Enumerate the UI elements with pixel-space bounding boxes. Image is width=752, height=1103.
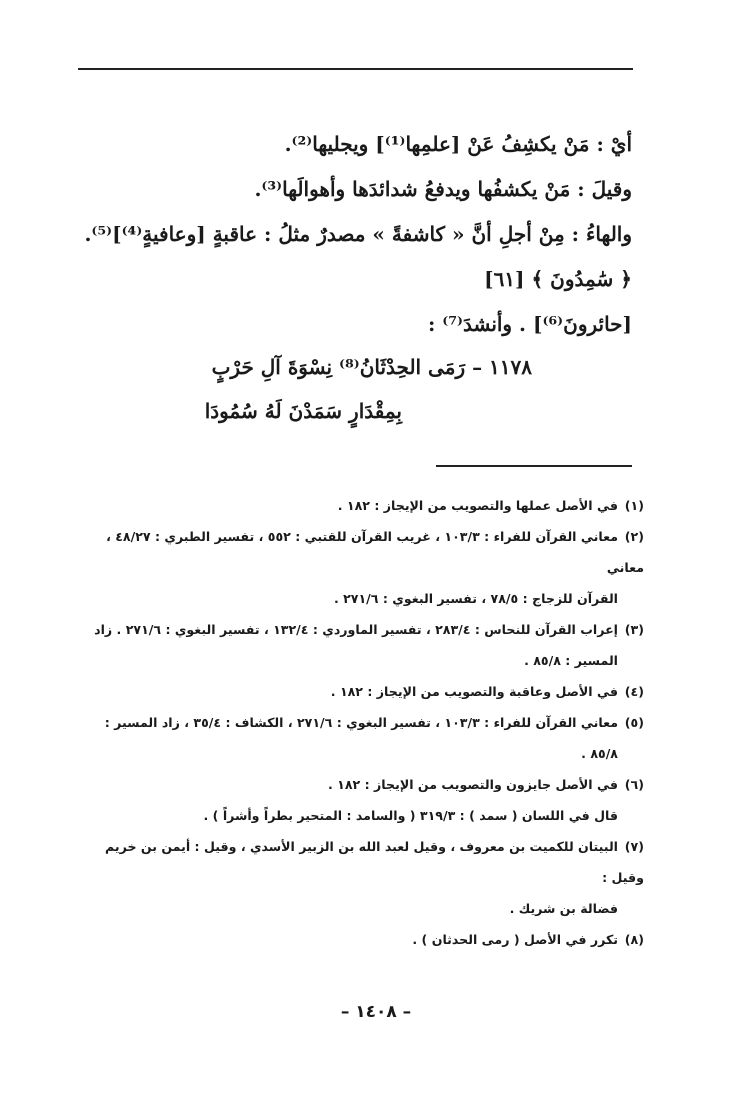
footnote-text: في الأصل عملها والتصويب من الإيجاز : ١٨٢ . — [337, 498, 618, 513]
footnote-text: تكرر في الأصل ( رمى الحدثان ) . — [412, 932, 618, 947]
poem-hemistich-2: بِمِقْدَارٍ سَمَدْنَ لَهُ سُمُودَا — [204, 399, 402, 423]
footnote-continuation: قال في اللسان ( سمد ) : ٣١٩/٣ ( والسامد : المتحير بطراً وأشراً ) . — [203, 808, 618, 823]
footnote-separator — [436, 465, 632, 467]
main-line: أيْ : مَنْ يكشِفُ عَنْ [علمِها⁽¹⁾] ويجليها⁽²⁾. — [284, 132, 632, 156]
footnote-number: (٧) — [624, 839, 644, 854]
footnote-continuation: ٨٥/٨ . — [581, 746, 618, 761]
footnote-text: في الأصل جايزون والتصويب من الإيجاز : ١٨٢ . — [328, 777, 618, 792]
footnote-number: (٤) — [624, 684, 644, 699]
main-line: والهاءُ : مِنْ أجلِ أنَّ « كاشفةً » مصدرٌ مثلُ : عاقبةٍ [وعافيةٍ⁽⁴⁾]⁽⁵⁾. — [84, 222, 632, 246]
main-line: [حائرونَ⁽⁶⁾] . وأنشدَ⁽⁷⁾ : — [427, 312, 632, 336]
footnote — [74, 924, 644, 955]
footnote — [74, 831, 644, 924]
footnote-number: (٨) — [624, 932, 644, 947]
quran-word-line: ﴿ سَٰمِدُونَ ﴾ [٦١] — [484, 267, 632, 291]
footnote-text: في الأصل وعاقبة والتصويب من الإيجاز : ١٨٢ . — [330, 684, 618, 699]
footnote-number: (٣) — [624, 622, 644, 637]
footnote-number: (٦) — [624, 777, 644, 792]
footnote-text: البيتان للكميت بن معروف ، وقيل لعبد الله بن الزبير الأسدي ، وقيل : أيمن بن خريم وقيل : — [105, 839, 644, 885]
footnote-text: معاني القرآن للفراء : ١٠٣/٣ ، تفسير البغوي : ٢٧١/٦ ، الكشاف : ٣٥/٤ ، زاد المسير : — [104, 715, 618, 730]
footnote-continuation: المسير : ٨٥/٨ . — [524, 653, 618, 668]
footnote — [74, 769, 644, 831]
footnote-number: (٥) — [624, 715, 644, 730]
footnote — [74, 614, 644, 676]
poem-hemistich-1: ١١٧٨ – رَمَى الحِدْثَانُ⁽⁸⁾ نِسْوَةَ آلِ حَرْبٍ — [211, 355, 532, 379]
footnote-text: معاني القرآن للفراء : ١٠٣/٣ ، غريب القرآن للقتبي : ٥٥٢ ، تفسير الطبري : ٤٨/٢٧ ، معاني — [106, 529, 644, 575]
footnote-number: (١) — [624, 498, 644, 513]
footnote — [74, 521, 644, 614]
header-rule — [78, 68, 633, 70]
main-line: وقيلَ : مَنْ يكشفُها ويدفعُ شدائدَها وأهوالَها⁽³⁾. — [254, 177, 632, 201]
page-number: – ١٤٠٨ – — [340, 1002, 412, 1022]
footnote-text: إعراب القرآن للنحاس : ٢٨٣/٤ ، تفسير الماوردي : ١٣٢/٤ ، تفسير البغوي : ٢٧١/٦ . زاد — [94, 622, 618, 637]
footnote — [74, 676, 644, 707]
footnotes — [74, 490, 644, 955]
footnote-continuation: فضالة بن شريك . — [509, 901, 618, 916]
footnote-number: (٢) — [624, 529, 644, 544]
poem-verse — [152, 345, 532, 433]
footnote — [74, 490, 644, 521]
footnote-continuation: القرآن للزجاج : ٧٨/٥ ، تفسير البغوي : ٢٧١/٦ . — [333, 591, 618, 606]
footnote — [74, 707, 644, 769]
main-text — [84, 122, 632, 347]
